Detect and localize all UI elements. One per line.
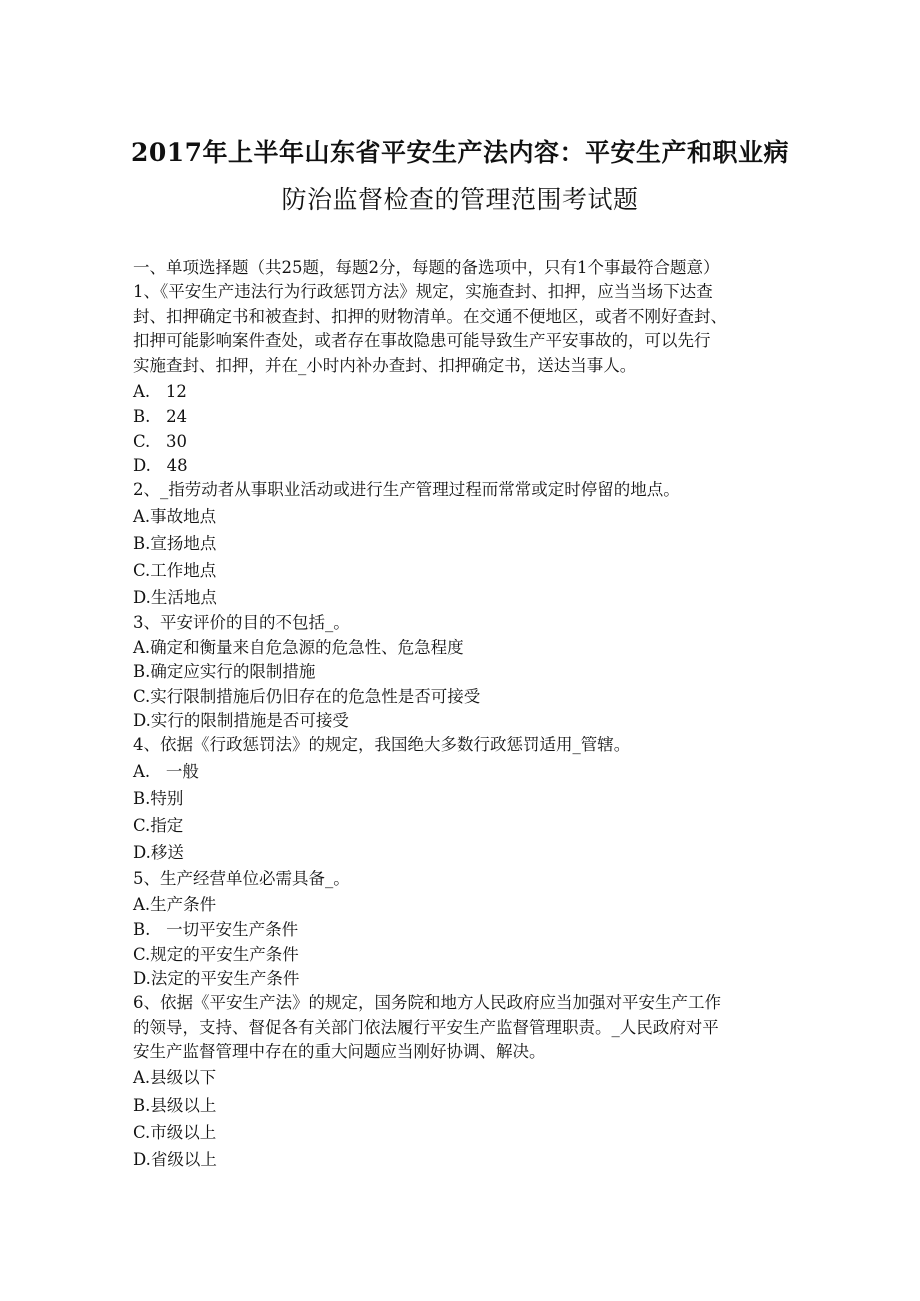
question-stem-line: 4、依据《行政惩罚法》的规定，我国绝大多数行政惩罚适用_管辖。 (133, 735, 631, 755)
option-d: D.实行的限制措施是否可接受 (133, 711, 349, 731)
option-c: C. 30 (133, 431, 188, 451)
option-d: D.移送 (133, 843, 184, 863)
option-b: B.县级以上 (133, 1095, 217, 1115)
option-b: B. 24 (133, 407, 188, 427)
question-stem-line: 的领导，支持、督促各有关部门依法履行平安生产监督管理职责。_人民政府对平 (133, 1017, 719, 1037)
option-a: A. 一般 (133, 761, 199, 781)
question-stem-line: 1、《平安生产违法行为行政惩罚方法》规定，实施查封、扣押，应当当场下达查 (133, 282, 713, 302)
option-c: C.指定 (133, 816, 184, 836)
document-title-line-2: 防治监督检查的管理范围考试题 (281, 185, 639, 214)
option-d: D.生活地点 (133, 588, 217, 608)
question-stem-line: 2、_指劳动者从事职业活动或进行生产管理过程而常常或定时停留的地点。 (133, 480, 680, 500)
question-stem-line: 3、平安评价的目的不包括_。 (133, 613, 350, 633)
question-stem-line: 5、生产经营单位必需具备_。 (133, 868, 350, 888)
option-d: D. 48 (133, 455, 188, 475)
option-a: A.确定和衡量来自危急源的危急性、危急程度 (133, 637, 464, 657)
section-header: 一、单项选择题（共25题，每题2分，每题的备选项中，只有1个事最符合题意） (133, 258, 720, 277)
option-a: A.县级以下 (133, 1068, 217, 1088)
question-stem-line: 实施查封、扣押，并在_小时内补办查封、扣押确定书，送达当事人。 (133, 355, 637, 375)
question-stem-line: 封、扣押确定书和被查封、扣押的财物清单。在交通不便地区，或者不刚好查封、 (133, 306, 727, 326)
document-title-line-1: 2017年上半年山东省平安生产法内容：平安生产和职业病 (130, 138, 790, 167)
option-b: B.确定应实行的限制措施 (133, 662, 316, 682)
question-stem-line: 6、依据《平安生产法》的规定，国务院和地方人民政府应当加强对平安生产工作 (133, 993, 721, 1013)
document-body (133, 256, 793, 1173)
option-c: C.实行限制措施后仍旧存在的危急性是否可接受 (133, 686, 481, 706)
option-a: A.事故地点 (133, 506, 217, 526)
question-6 (133, 991, 793, 1173)
option-b: B.宣扬地点 (133, 533, 217, 553)
option-d: D.法定的平安生产条件 (133, 968, 300, 988)
question-stem-line: 安生产监督管理中存在的重大问题应当刚好协调、解决。 (133, 1042, 546, 1062)
question-2 (133, 478, 793, 611)
option-a: A. 12 (133, 381, 187, 401)
option-c: C.工作地点 (133, 561, 217, 581)
question-3 (133, 611, 793, 733)
option-d: D.省级以上 (133, 1150, 217, 1170)
option-c: C.市级以上 (133, 1122, 217, 1142)
option-c: C.规定的平安生产条件 (133, 944, 299, 964)
option-b: B.特别 (133, 788, 184, 808)
question-5 (133, 867, 793, 992)
option-a: A.生产条件 (133, 894, 217, 914)
question-1 (133, 280, 793, 478)
question-4 (133, 733, 793, 866)
option-b: B. 一切平安生产条件 (133, 920, 299, 940)
question-stem-line: 扣押可能影响案件查处，或者存在事故隐患可能导致生产平安事故的，可以先行 (133, 331, 711, 351)
